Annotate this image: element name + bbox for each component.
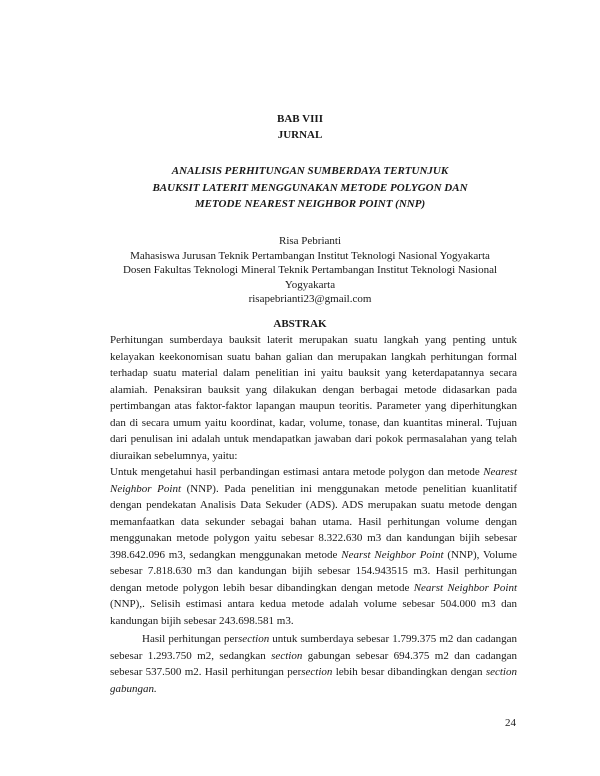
chapter-number: BAB VIII xyxy=(277,113,323,125)
paper-title xyxy=(110,163,510,213)
title-line-3: METODE NEAREST NEIGHBOR POINT (NNP) xyxy=(194,198,426,210)
p2-text-g: (NNP),. Selisih estimasi antara kedua metode adalah volume sebesar 504.000 m3 dan kandungan bijih sebesar 243.698.581 m3. xyxy=(110,598,517,627)
p3-text-g: lebih besar dibandingkan dengan xyxy=(332,666,486,678)
affiliation-lecturer: Dosen Fakultas Teknologi Mineral Teknik Pertambangan Institut Teknologi Nasional Yogyakarta xyxy=(122,264,498,291)
p3-italic-section-gabungan: section gabungan. xyxy=(110,666,517,695)
title-line-2: BAUKSIT LATERIT MENGGUNAKAN METODE POLYGON DAN xyxy=(152,181,468,194)
p3-italic-section-3: section xyxy=(301,666,333,678)
chapter-heading xyxy=(0,111,600,143)
abstract-paragraph-3 xyxy=(110,631,517,697)
abstract-paragraph-1: Perhitungan sumberdaya bauksit laterit merupakan suatu langkah yang penting untuk kelayakan keekonomisan suatu bahan galian dan merupakan langkah perhitungan formal terhadap suatu material dalam penelitian ini yaitu bauksit yang keterdapatannya secara alamiah. Penaksiran bauksit yang dilakukan dengan berbagai metode didasarkan pada pertimbangan atas faktor-faktor lapangan maupun teoritis. Parameter yang diperhitungkan dan di secara umum yaitu koordinat, kadar, volume, tonase, dan kuantitas mineral. Tujuan dari penulisan ini adalah untuk mendapatkan jawaban dari pokok permasalahan yang telah diuraikan sebelumnya, yaitu: xyxy=(110,334,517,462)
p2-text-a: Untuk mengetahui hasil perbandingan estimasi antara metode polygon dan metode xyxy=(110,466,484,478)
p3-italic-section: section xyxy=(238,633,270,645)
page-number: 24 xyxy=(505,717,516,729)
p2-italic-nnp-3: Nearst Neighbor Point xyxy=(413,581,517,594)
chapter-label: JURNAL xyxy=(277,129,323,141)
abstract-heading: ABSTRAK xyxy=(273,318,327,330)
p3-italic-section-2: section xyxy=(271,649,303,662)
p2-text-c: (NNP). Pada penelitian ini menggunakan metode penelitian kuanlitatif dengan pendekatan Analisis Data Sekuder (ADS). ADS merupakan suatu metode dengan memanfaatkan data sekunder sebagai bahan utama. Hasil perhitungan volume dengan menggunakan metode polygon yaitu sebesar 8.322.630 m3 dan kandungan bijih sebesar 398.642.096 m3, sedangkan menggunakan metode xyxy=(110,482,517,561)
p3-text-e: gabungan sebesar 694.375 m2 dan cadangan sebesar 537.500 m2. Hasil perhitungan per xyxy=(110,649,517,678)
author-name: Risa Pebrianti xyxy=(278,235,342,247)
p2-italic-nnp: Nearest Neighbor Point xyxy=(110,466,517,495)
affiliation-student: Mahasiswa Jurusan Teknik Pertambangan Institut Teknologi Nasional Yogyakarta xyxy=(130,249,490,262)
abstract-body xyxy=(110,332,517,697)
p3-text-c: untuk sumberdaya sebesar 1.799.375 m2 dan cadangan sebesar 1.293.750 m2, sedangkan xyxy=(110,633,517,662)
p3-text-a: Hasil perhitungan per xyxy=(142,633,239,645)
title-line-1: ANALISIS PERHITUNGAN SUMBERDAYA TERTUNJUK xyxy=(171,165,449,177)
p2-italic-nnp-2: Nearst Neighbor Point xyxy=(341,548,444,561)
p2-text-e: (NNP), Volume sebesar 7.818.630 m3 dan kandungan bijih sebesar 154.943515 m3. Hasil perhitungan dengan metode polygon lebih besar dibandingkan dengan metode xyxy=(110,548,517,594)
author-email: risapebrianti23@gmail.com xyxy=(248,293,372,305)
author-block xyxy=(120,234,500,307)
abstract-paragraph-2 xyxy=(110,464,517,629)
